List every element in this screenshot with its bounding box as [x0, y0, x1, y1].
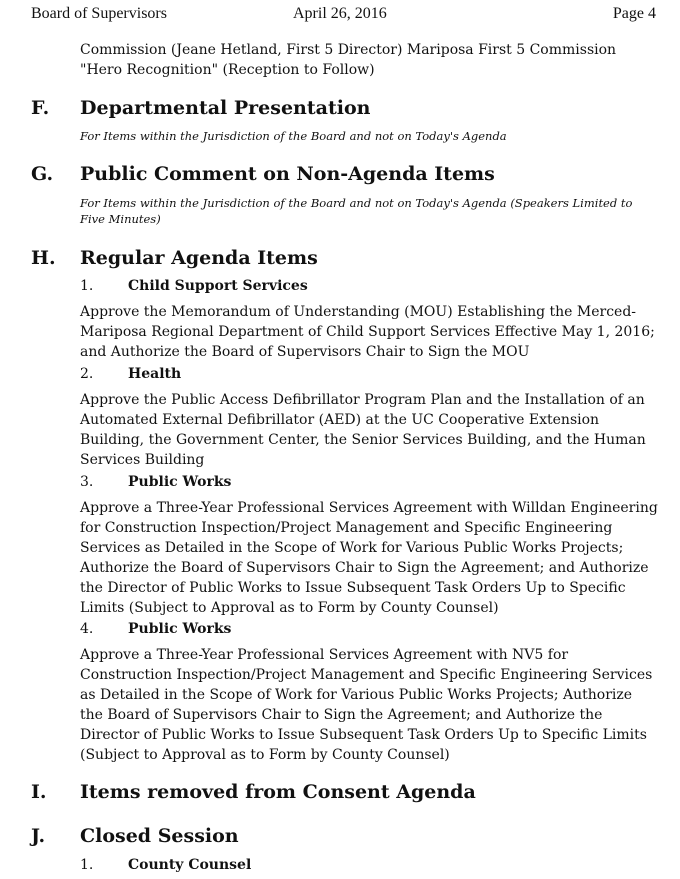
- item-h1-heading: Child Support Services: [128, 278, 308, 294]
- item-h4-line-2: Construction Inspection/Project Management and Specific Engineering Services: [80, 667, 653, 683]
- item-j1-heading: County Counsel: [128, 857, 252, 873]
- section-f-letter: F.: [31, 97, 50, 119]
- section-g-note-line-1: For Items within the Jurisdiction of the Board and not on Today's Agenda (Speakers Limited to: [80, 196, 633, 210]
- section-h-title: Regular Agenda Items: [80, 247, 318, 269]
- item-h3-line-5: the Director of Public Works to Issue Subsequent Task Orders Up to Specific: [80, 580, 626, 596]
- header-date: April 26, 2016: [293, 5, 387, 22]
- item-j1-number: 1.: [80, 857, 94, 873]
- item-h3-line-6: Limits (Subject to Approval as to Form by County Counsel): [80, 600, 499, 616]
- item-h2-line-1: Approve the Public Access Defibrillator Program Plan and the Installation of an: [80, 392, 645, 408]
- section-g-title: Public Comment on Non-Agenda Items: [80, 163, 495, 185]
- header-body-name: Board of Supervisors: [31, 5, 167, 22]
- item-h4-line-6: (Subject to Approval as to Form by County Counsel): [80, 747, 450, 763]
- intro-line-2: "Hero Recognition" (Reception to Follow): [80, 62, 375, 78]
- section-g-note-line-2: Five Minutes): [80, 212, 161, 226]
- section-f-title: Departmental Presentation: [80, 97, 371, 119]
- item-h4-line-3: as Detailed in the Scope of Work for Various Public Works Projects; Authorize: [80, 687, 633, 703]
- item-h2-heading: Health: [128, 366, 182, 382]
- item-h1-number: 1.: [80, 278, 94, 294]
- item-h4-line-1: Approve a Three-Year Professional Services Agreement with NV5 for: [80, 647, 569, 663]
- item-h3-number: 3.: [80, 474, 94, 490]
- item-h4-number: 4.: [80, 621, 94, 637]
- item-h1-line-2: Mariposa Regional Department of Child Support Services Effective May 1, 2016;: [80, 324, 655, 340]
- section-i-letter: I.: [31, 781, 47, 803]
- header-page-number: Page 4: [612, 5, 656, 22]
- item-h2-number: 2.: [80, 366, 94, 382]
- item-h3-line-4: Authorize the Board of Supervisors Chair to Sign the Agreement; and Authorize: [80, 560, 649, 576]
- section-i-title: Items removed from Consent Agenda: [80, 781, 476, 803]
- section-g-letter: G.: [31, 163, 54, 185]
- item-h3-line-3: Services as Detailed in the Scope of Work for Various Public Works Projects;: [80, 540, 624, 556]
- item-h2-line-3: Building, the Government Center, the Senior Services Building, and the Human: [80, 432, 646, 448]
- section-j-letter: J.: [31, 825, 46, 847]
- item-h4-line-5: Director of Public Works to Issue Subsequent Task Orders Up to Specific Limits: [80, 727, 647, 743]
- item-h2-line-2: Automated External Defibrillator (AED) at the UC Cooperative Extension: [80, 412, 600, 428]
- item-h1-line-1: Approve the Memorandum of Understanding (MOU) Establishing the Merced-: [80, 304, 637, 320]
- section-j-title: Closed Session: [80, 825, 239, 847]
- item-h3-line-2: for Construction Inspection/Project Management and Specific Engineering: [80, 520, 613, 536]
- section-h-letter: H.: [31, 247, 56, 269]
- section-f-note: For Items within the Jurisdiction of the Board and not on Today's Agenda: [80, 129, 507, 143]
- item-h3-heading: Public Works: [128, 474, 232, 490]
- intro-line-1: Commission (Jeane Hetland, First 5 Director) Mariposa First 5 Commission: [80, 42, 617, 58]
- item-h3-line-1: Approve a Three-Year Professional Services Agreement with Willdan Engineering: [80, 500, 658, 516]
- item-h4-heading: Public Works: [128, 621, 232, 637]
- item-h4-line-4: the Board of Supervisors Chair to Sign the Agreement; and Authorize the: [80, 707, 603, 723]
- item-h2-line-4: Services Building: [80, 452, 205, 468]
- item-h1-line-3: and Authorize the Board of Supervisors Chair to Sign the MOU: [80, 344, 530, 360]
